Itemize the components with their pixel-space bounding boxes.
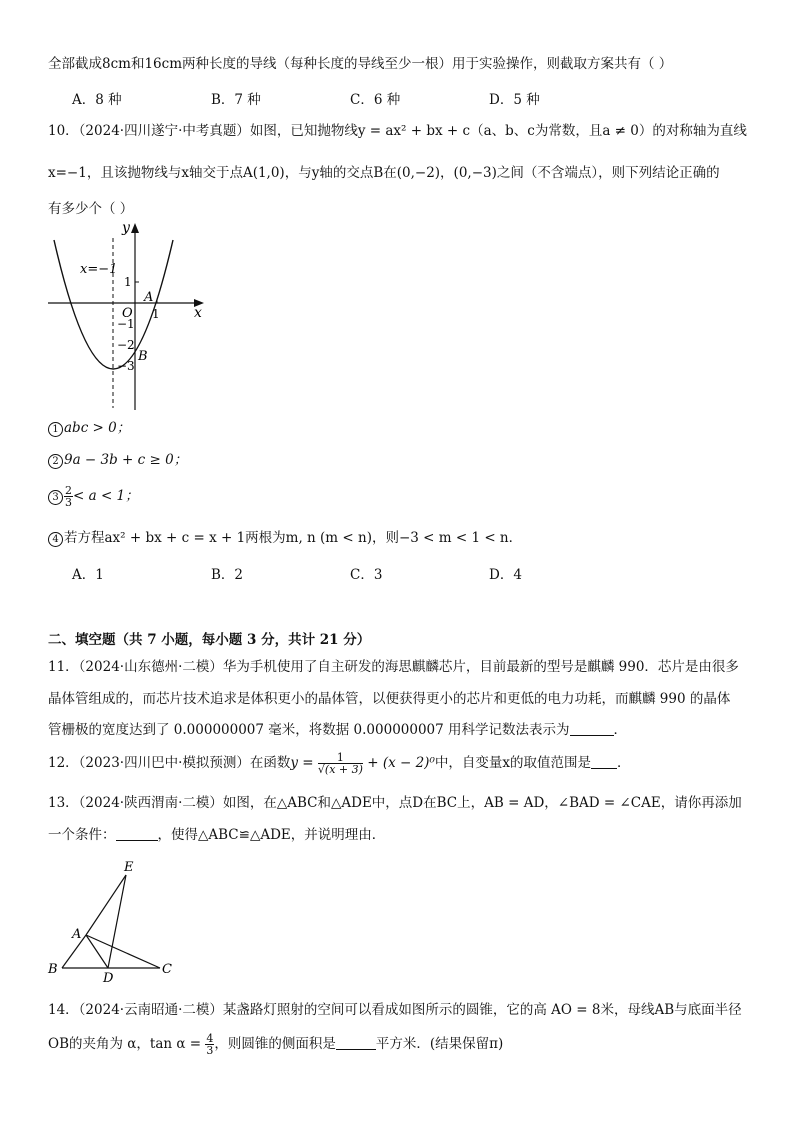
q14-fraction: $\frac{4}{3}$ — [206, 1032, 214, 1057]
tick-1x-label: 1 — [152, 307, 160, 321]
tick-m2-label: −2 — [117, 338, 135, 352]
label-c: C — [162, 962, 172, 977]
q13-line2: 一个条件： ，使得△ABC≌△ADE，并说明理由． — [48, 827, 386, 843]
q10-stem-line3: 有多少个（ ） — [48, 201, 134, 217]
origin-label: O — [122, 306, 133, 321]
q10-statement-4: 4 若方程ax² + bx + c = x + 1两根为m, n (m < n)，则−3 < m < 1 < n． — [48, 528, 522, 548]
q10-statement-2: 2 9a − 3b + c ≥ 0； — [48, 450, 187, 470]
q12-answer-blank[interactable] — [591, 754, 617, 769]
q13-triangle-figure — [44, 855, 184, 985]
q9-option-b: B．7 种 — [211, 92, 261, 108]
q14-line1: 14．（2024·云南昭通·二模）某盏路灯照射的空间可以看成如图所示的圆锥，它的高 AO = 8米，母线AB与底面半径 — [48, 1002, 742, 1018]
q14-line2: OB的夹角为 α，tan α = $\frac{4}{3}$ ，则圆锥的侧面积是 平方米．(结果保留π) — [48, 1032, 504, 1057]
label-e: E — [124, 860, 134, 875]
x-axis-label: x — [194, 305, 202, 321]
label-b: B — [48, 962, 58, 977]
q9-option-d: D．5 种 — [489, 92, 540, 108]
q14-answer-blank[interactable] — [336, 1035, 376, 1050]
q10-option-c: C．3 — [350, 567, 383, 583]
q11-answer-blank[interactable] — [570, 721, 614, 736]
q10-stem-line1: 10．（2024·四川遂宁·中考真题）如图，已知抛物线y = ax² + bx + c（a、b、c为常数，且a ≠ 0）的对称轴为直线 — [48, 123, 747, 139]
fraction-two-thirds: $\frac{2}{3}$ — [65, 484, 72, 509]
point-b-label: B — [138, 349, 148, 364]
circled-3-icon: 3 — [48, 490, 63, 505]
circled-4-icon: 4 — [48, 532, 63, 547]
q11-line1: 11．（2024·山东德州·二模）华为手机使用了自主研发的海思麒麟芯片，目前最新的型号是麒麟 990．芯片是由很多 — [48, 659, 739, 675]
q12-fraction: $\frac{1}{√(x + 3)}$ — [317, 751, 363, 776]
q13-line1: 13．（2024·陕西渭南·二模）如图，在△ABC和△ADE中，点D在BC上，AB = AD，∠BAD = ∠CAE，请你再添加 — [48, 795, 742, 811]
q10-statement-1: 1 abc > 0； — [48, 418, 130, 438]
symmetry-label: x=−1 — [80, 262, 118, 277]
tick-m1-label: −1 — [117, 317, 135, 331]
q10-options — [72, 563, 628, 583]
circled-1-icon: 1 — [48, 422, 63, 437]
tick-1y-label: 1 — [124, 275, 132, 289]
section-2-title: 二、填空题（共 7 小题，每小题 3 分，共计 21 分） — [48, 632, 371, 648]
label-a: A — [72, 927, 82, 942]
q11-line3: 管栅极的宽度达到了 0.000000007 毫米，将数据 0.000000007 用科学记数法表示为 ． — [48, 722, 628, 738]
q10-stem-line2: x=−1，且该抛物线与x轴交于点A(1,0)，与y轴的交点B在(0,−2)，(0,−3)之间（不含端点），则下列结论正确的 — [48, 165, 720, 181]
tick-m3-label: −3 — [117, 359, 135, 373]
q10-parabola-figure — [40, 218, 215, 413]
q9-stem: 全部截成8cm和16cm两种长度的导线（每种长度的导线至少一根）用于实验操作，则截取方案共有（ ） — [48, 56, 673, 72]
q10-option-a: A．1 — [72, 567, 104, 583]
q9-options — [72, 88, 628, 108]
y-axis-arrow-icon — [131, 223, 139, 233]
q11-line2: 晶体管组成的，而芯片技术追求是体积更小的晶体管，以便获得更小的芯片和更低的电力功耗，而麒麟 990 的晶体 — [48, 691, 731, 707]
label-d: D — [103, 971, 114, 985]
q9-option-c: C．6 种 — [350, 92, 401, 108]
y-axis-label: y — [122, 220, 130, 236]
q9-option-a: A．8 种 — [72, 92, 122, 108]
circled-2-icon: 2 — [48, 454, 63, 469]
q10-option-b: B．2 — [211, 567, 244, 583]
q13-answer-blank[interactable] — [116, 826, 158, 841]
q10-statement-3: 3 $\frac{2}{3}$ < a < 1； — [48, 482, 139, 510]
q12-line: 12．（2023·四川巴中·模拟预测）在函数y = $\frac{1}{√(x + 3)}$ + (x − 2)⁰中，自变量x的取值范围是 ． — [48, 751, 631, 776]
q10-option-d: D．4 — [489, 567, 522, 583]
point-a-label: A — [144, 290, 154, 305]
